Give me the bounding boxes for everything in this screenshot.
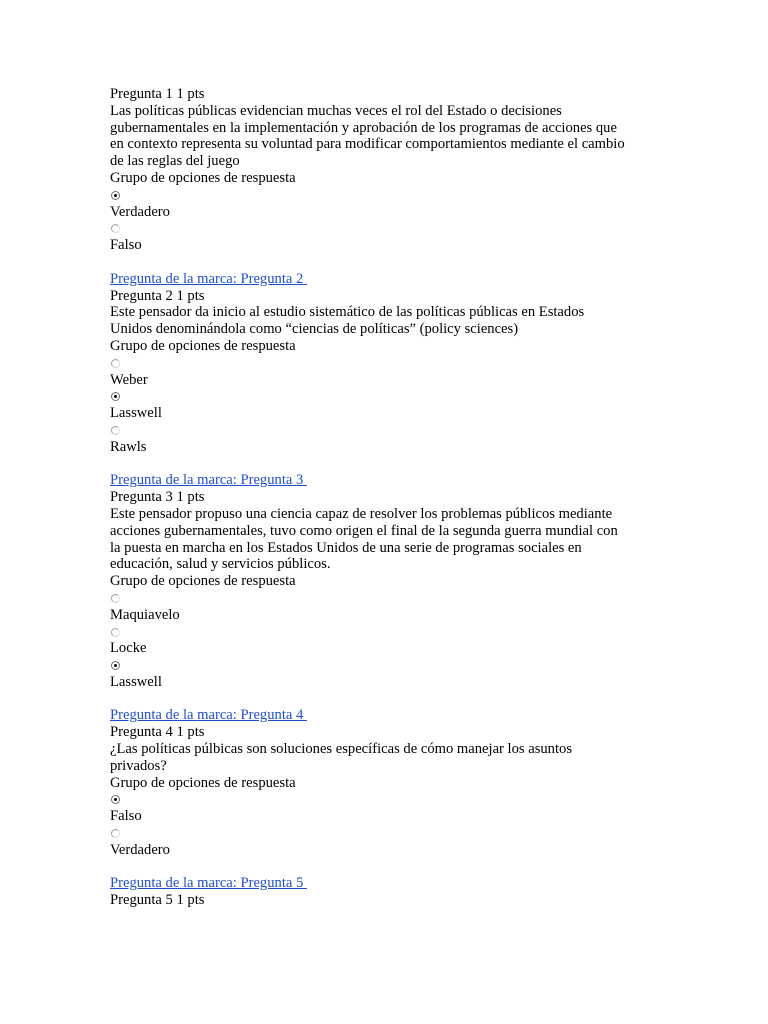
answer-option-radio-row: [110, 825, 670, 842]
question-stem-line: ¿Las políticas púlbicas son soluciones específicas de cómo manejar los asuntos: [110, 741, 573, 758]
question-stem-line: Las políticas públicas evidencian muchas veces el rol del Estado o decisiones: [110, 102, 562, 119]
answer-group-label: Grupo de opciones de respuesta: [110, 337, 296, 354]
question-3: [110, 472, 670, 690]
radio-unselected-icon[interactable]: [111, 628, 120, 637]
question-stem-line: Este pensador propuso una ciencia capaz de resolver los problemas públicos mediante: [110, 505, 613, 522]
question-header: Pregunta 2 1 pts: [110, 287, 205, 304]
question-stem-line: gubernamentales en la implementación y aprobación de los programas de acciones que: [110, 119, 617, 136]
radio-unselected-icon[interactable]: [111, 224, 120, 233]
radio-selected-icon[interactable]: [111, 661, 120, 670]
answer-option-label: Rawls: [110, 438, 147, 455]
question-stem-line: Este pensador da inicio al estudio sistemático de las políticas públicas en Estados: [110, 304, 585, 321]
answer-option-label: Weber: [110, 371, 148, 388]
answer-option-label: Verdadero: [110, 203, 170, 220]
question-1: [110, 86, 670, 254]
answer-option-radio-row: [110, 388, 670, 405]
answer-option-radio-row: [110, 590, 670, 607]
answer-option-radio-row: [110, 355, 670, 372]
question-header: Pregunta 4 1 pts: [110, 724, 205, 741]
radio-unselected-icon[interactable]: [111, 829, 120, 838]
question-stem-line: de las reglas del juego: [110, 153, 240, 170]
answer-option-radio-row: [110, 791, 670, 808]
answer-option-label: Falso: [110, 808, 142, 825]
radio-unselected-icon[interactable]: [111, 426, 120, 435]
answer-group-label: Grupo de opciones de respuesta: [110, 774, 296, 791]
radio-selected-icon[interactable]: [111, 795, 120, 804]
flag-question-link[interactable]: Pregunta de la marca: Pregunta 2: [110, 270, 307, 287]
question-stem-line: en contexto representa su voluntad para modificar comportamientos mediante el cambio: [110, 136, 625, 153]
answer-option-radio-row: [110, 624, 670, 641]
answer-option-radio-row: [110, 657, 670, 674]
radio-selected-icon[interactable]: [111, 392, 120, 401]
question-stem-line: Unidos denominándola como “ciencias de políticas” (policy sciences): [110, 321, 519, 338]
answer-option-radio-row: [110, 422, 670, 439]
answer-option-label: Lasswell: [110, 673, 162, 690]
answer-option-radio-row: [110, 187, 670, 204]
flag-question-link[interactable]: Pregunta de la marca: Pregunta 5: [110, 875, 307, 892]
radio-unselected-icon[interactable]: [111, 594, 120, 603]
flag-question-link[interactable]: Pregunta de la marca: Pregunta 4: [110, 707, 307, 724]
answer-option-label: Verdadero: [110, 841, 170, 858]
answer-option-label: Maquiavelo: [110, 606, 180, 623]
answer-group-label: Grupo de opciones de respuesta: [110, 573, 296, 590]
question-4: [110, 707, 670, 858]
question-stem-line: acciones gubernamentales, tuvo como origen el final de la segunda guerra mundial con: [110, 522, 618, 539]
question-header: Pregunta 3 1 pts: [110, 489, 205, 506]
question-stem-line: privados?: [110, 757, 167, 774]
flag-question-link[interactable]: Pregunta de la marca: Pregunta 3: [110, 472, 307, 489]
answer-option-radio-row: [110, 220, 670, 237]
question-header: Pregunta 1 1 pts: [110, 86, 205, 102]
radio-selected-icon[interactable]: [111, 191, 120, 200]
answer-option-label: Lasswell: [110, 405, 162, 422]
answer-option-label: Falso: [110, 237, 142, 254]
question-5: [110, 875, 670, 909]
quiz-document: [110, 86, 670, 909]
radio-unselected-icon[interactable]: [111, 359, 120, 368]
question-2: [110, 271, 670, 456]
answer-group-label: Grupo de opciones de respuesta: [110, 169, 296, 186]
question-header: Pregunta 5 1 pts: [110, 892, 205, 909]
question-stem-line: educación, salud y servicios públicos.: [110, 556, 331, 573]
answer-option-label: Locke: [110, 640, 147, 657]
question-stem-line: la puesta en marcha en los Estados Unidos de una serie de programas sociales en: [110, 539, 582, 556]
